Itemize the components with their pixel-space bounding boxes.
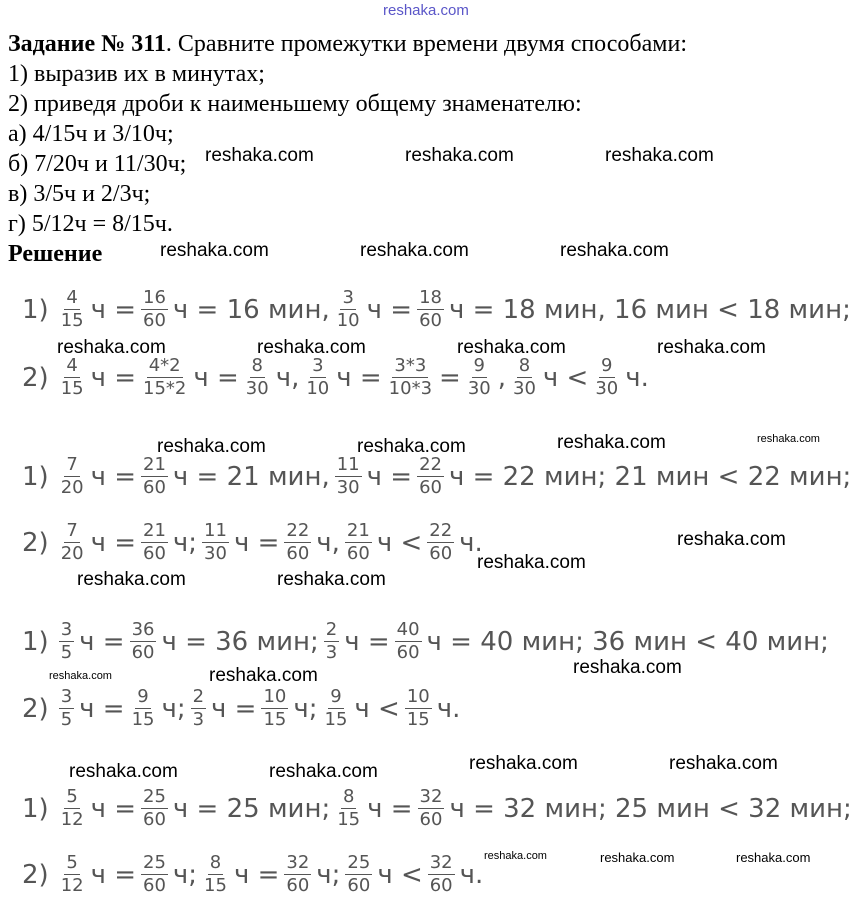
fraction (284, 521, 311, 564)
watermark: reshaka.com (357, 436, 466, 457)
fraction-numerator: 21 (143, 454, 166, 475)
fraction-denominator: 60 (131, 642, 155, 663)
fraction-numerator: 3 (342, 287, 354, 308)
fraction-numerator: 25 (143, 786, 166, 807)
equation-text: ч = (90, 859, 137, 890)
fraction-numerator: 5 (66, 852, 78, 873)
watermark: reshaka.com (657, 337, 766, 358)
equation-text: , (497, 362, 506, 393)
equation-text: ч = (233, 859, 280, 890)
equation-number: 1) (22, 626, 49, 657)
fraction-denominator: 15 (60, 378, 84, 399)
fraction-numerator: 8 (342, 786, 355, 807)
watermark: reshaka.com (360, 240, 469, 261)
fraction (417, 455, 444, 498)
fraction (387, 356, 434, 399)
fraction-denominator: 3 (192, 709, 205, 730)
equation-text: ч = 21 мин, (172, 461, 330, 492)
fraction-denominator: 60 (396, 642, 420, 663)
equation-text: ч. (436, 693, 461, 724)
equation-text: ч = 22 мин; 21 мин < 22 мин; (448, 461, 852, 492)
fraction (417, 288, 444, 331)
fraction (323, 687, 350, 730)
task-number: Задание № 311 (8, 31, 166, 57)
fraction-numerator: 2 (325, 619, 338, 640)
fraction (59, 687, 74, 730)
watermark: reshaka.com (269, 761, 378, 782)
equation-text: ч < (377, 859, 423, 890)
task-line: 1) выразив их в минутах; (8, 61, 265, 87)
fraction (59, 853, 86, 896)
fraction-numerator: 8 (251, 355, 263, 376)
fraction (335, 787, 362, 830)
fraction-denominator: 30 (336, 477, 360, 498)
equation-text: ч; (172, 859, 198, 890)
equation-text: ч < (376, 527, 423, 558)
fraction-denominator: 60 (419, 809, 443, 830)
fraction (59, 455, 86, 498)
fraction-denominator: 60 (143, 809, 166, 830)
equation-a-1 (22, 288, 854, 331)
equation-text: ч = (90, 461, 137, 492)
fraction-denominator: 30 (204, 543, 227, 564)
task-line: 2) приведя дроби к наименьшему общему знаменателю: (8, 91, 582, 117)
fraction-denominator: 15 (204, 875, 227, 896)
equation-text: ч = (366, 294, 413, 325)
fraction (466, 356, 493, 399)
fraction (59, 288, 86, 331)
fraction-numerator: 32 (286, 852, 310, 873)
watermark: reshaka.com (757, 433, 820, 445)
fraction (59, 356, 86, 399)
fraction-denominator: 60 (419, 310, 442, 331)
watermark: reshaka.com (49, 670, 112, 682)
equation-c-2 (22, 687, 463, 730)
equation-b-2 (22, 521, 486, 564)
equation-text: ч = (211, 693, 257, 724)
equation-text: ч; (161, 693, 186, 724)
fraction-denominator: 60 (143, 875, 166, 896)
fraction-denominator: 60 (143, 477, 166, 498)
equation-text: ч = (336, 362, 382, 393)
fraction-denominator: 5 (60, 642, 73, 663)
equation-text: ч < (354, 693, 400, 724)
equation-text: ч = (90, 793, 137, 824)
fraction-denominator: 15 (406, 709, 430, 730)
fraction-numerator: 9 (137, 686, 149, 707)
fraction (395, 620, 422, 663)
equation-text: ч. (459, 859, 484, 890)
equation-number: 1) (22, 793, 49, 824)
solution-label: Решение (8, 241, 103, 267)
fraction (418, 787, 445, 830)
fraction-denominator: 15 (263, 709, 287, 730)
fraction (130, 687, 157, 730)
fraction (130, 620, 157, 663)
equation-text: ч = (90, 527, 137, 558)
fraction (324, 620, 339, 663)
fraction-denominator: 10 (336, 310, 360, 331)
watermark: reshaka.com (469, 753, 578, 774)
watermark: reshaka.com (77, 569, 186, 590)
fraction (427, 521, 454, 564)
equation-number: 2) (22, 527, 49, 558)
fraction (284, 853, 311, 896)
watermark: reshaka.com (277, 569, 386, 590)
fraction-numerator: 32 (429, 852, 453, 873)
fraction-denominator: 3 (325, 642, 338, 663)
fraction-denominator: 15 (324, 709, 348, 730)
watermark: reshaka.com (600, 850, 675, 865)
equation-text: ч = (193, 362, 239, 393)
equation-text: ч = 32 мин; 25 мин < 32 мин; (449, 793, 852, 824)
fraction-numerator: 10 (406, 686, 430, 707)
fraction-numerator: 4 (66, 355, 78, 376)
fraction-numerator: 22 (419, 454, 442, 475)
fraction (59, 787, 86, 830)
watermark: reshaka.com (157, 436, 266, 457)
equation-number: 2) (22, 859, 49, 890)
watermark: reshaka.com (557, 432, 666, 453)
fraction-denominator: 60 (429, 543, 453, 564)
fraction-numerator: 3*3 (394, 355, 427, 376)
fraction-denominator: 30 (245, 378, 269, 399)
fraction-numerator: 9 (473, 355, 485, 376)
equation-text: ч = 18 мин, 16 мин < 18 мин; (448, 294, 851, 325)
fraction-numerator: 8 (518, 355, 531, 376)
watermark: reshaka.com (160, 240, 269, 261)
fraction-numerator: 40 (396, 619, 420, 640)
fraction (141, 521, 168, 564)
equation-c-1 (22, 620, 832, 663)
equation-text: ч, (275, 362, 300, 393)
fraction-denominator: 60 (347, 875, 371, 896)
equation-text: ч. (625, 362, 649, 393)
fraction-numerator: 16 (143, 287, 166, 308)
equation-text: ч = 16 мин, (172, 294, 330, 325)
equation-number: 2) (22, 362, 49, 393)
fraction-denominator: 5 (60, 709, 73, 730)
equation-d-2 (22, 853, 486, 896)
fraction-denominator: 60 (429, 875, 453, 896)
watermark: reshaka.com (405, 145, 514, 166)
watermark: reshaka.com (477, 552, 586, 573)
equation-text: ч = 36 мин; (161, 626, 319, 657)
equation-a-2 (22, 356, 652, 399)
fraction (593, 356, 620, 399)
equation-text: ч = (79, 693, 125, 724)
fraction-denominator: 60 (419, 477, 442, 498)
fraction-numerator: 3 (60, 686, 73, 707)
watermark: reshaka.com (573, 657, 682, 678)
equation-text: ч = (79, 626, 125, 657)
equation-text: ч = 25 мин; (172, 793, 331, 824)
fraction (304, 356, 331, 399)
fraction (141, 853, 168, 896)
fraction (244, 356, 271, 399)
fraction-denominator: 15 (131, 709, 155, 730)
fraction (405, 687, 432, 730)
fraction (59, 521, 86, 564)
fraction-numerator: 11 (204, 520, 227, 541)
fraction (202, 521, 229, 564)
watermark: reshaka.com (209, 665, 318, 686)
fraction-numerator: 11 (336, 454, 360, 475)
watermark: reshaka.com (257, 337, 366, 358)
task-title (8, 30, 687, 58)
fraction (59, 620, 74, 663)
watermark: reshaka.com (484, 850, 547, 862)
fraction-denominator: 60 (143, 310, 166, 331)
task-statement: . Сравните промежутки времени двумя способами: (165, 31, 687, 57)
equation-number: 1) (22, 294, 49, 325)
fraction (202, 853, 229, 896)
fraction-numerator: 10 (263, 686, 287, 707)
fraction-numerator: 25 (143, 852, 166, 873)
fraction-denominator: 60 (286, 543, 310, 564)
fraction-numerator: 9 (601, 355, 613, 376)
equation-number: 1) (22, 461, 49, 492)
equation-number: 2) (22, 693, 49, 724)
watermark: reshaka.com (560, 240, 669, 261)
fraction-numerator: 8 (209, 852, 222, 873)
task-line: б) 7/20ч и 11/30ч; (8, 151, 187, 177)
fraction (141, 787, 168, 830)
equation-text: ч = (90, 294, 137, 325)
fraction-numerator: 32 (419, 786, 443, 807)
equation-text: ч. (459, 527, 483, 558)
fraction (191, 687, 206, 730)
equation-text: ч = (344, 626, 390, 657)
task-line: г) 5/12ч = 8/15ч. (8, 211, 173, 237)
fraction-numerator: 5 (66, 786, 78, 807)
watermark: reshaka.com (669, 753, 778, 774)
fraction-numerator: 22 (286, 520, 310, 541)
watermark-top: reshaka.com (383, 2, 469, 19)
fraction (261, 687, 288, 730)
fraction (141, 455, 168, 498)
equation-text: ч; (293, 693, 318, 724)
fraction (141, 356, 188, 399)
equation-text: ч = (90, 362, 137, 393)
fraction-denominator: 10*3 (388, 378, 433, 399)
fraction-numerator: 4*2 (148, 355, 181, 376)
fraction-numerator: 2 (192, 686, 205, 707)
equation-text: ч = (233, 527, 280, 558)
fraction (335, 288, 362, 331)
fraction-denominator: 15*2 (143, 378, 187, 399)
equation-d-1 (22, 787, 855, 830)
equation-text: ч = 40 мин; 36 мин < 40 мин; (426, 626, 829, 657)
watermark: reshaka.com (69, 761, 178, 782)
equation-text: = (439, 362, 461, 393)
fraction-numerator: 3 (312, 355, 324, 376)
fraction-denominator: 12 (60, 875, 84, 896)
fraction (141, 288, 168, 331)
fraction (345, 853, 372, 896)
watermark: reshaka.com (605, 145, 714, 166)
fraction-numerator: 25 (347, 852, 371, 873)
equation-b-1 (22, 455, 854, 498)
fraction (428, 853, 455, 896)
task-line: а) 4/15ч и 3/10ч; (8, 121, 174, 147)
watermark: reshaka.com (736, 850, 811, 865)
fraction-numerator: 36 (131, 619, 155, 640)
fraction-denominator: 60 (143, 543, 166, 564)
fraction-numerator: 18 (419, 287, 442, 308)
fraction-numerator: 9 (330, 686, 342, 707)
fraction-numerator: 21 (346, 520, 370, 541)
fraction-numerator: 22 (429, 520, 453, 541)
fraction-denominator: 15 (60, 310, 84, 331)
fraction-numerator: 7 (66, 454, 78, 475)
fraction-denominator: 10 (306, 378, 330, 399)
fraction (511, 356, 538, 399)
fraction-denominator: 30 (513, 378, 536, 399)
equation-text: ч = (366, 461, 413, 492)
fraction-denominator: 30 (595, 378, 619, 399)
fraction-denominator: 12 (60, 809, 84, 830)
fraction-numerator: 3 (60, 619, 73, 640)
fraction-denominator: 60 (346, 543, 370, 564)
fraction-denominator: 20 (60, 543, 84, 564)
fraction-numerator: 21 (143, 520, 166, 541)
equation-text: ч = (367, 793, 413, 824)
fraction-numerator: 4 (66, 287, 78, 308)
equation-text: ч; (172, 527, 198, 558)
equation-text: ч, (316, 527, 340, 558)
fraction-numerator: 7 (66, 520, 78, 541)
equation-text: ч; (316, 859, 341, 890)
task-line: в) 3/5ч и 2/3ч; (8, 181, 151, 207)
fraction-denominator: 60 (286, 875, 310, 896)
watermark: reshaka.com (677, 529, 786, 550)
fraction (335, 455, 362, 498)
equation-text: ч < (542, 362, 589, 393)
watermark: reshaka.com (457, 337, 566, 358)
fraction (345, 521, 372, 564)
fraction-denominator: 15 (337, 809, 361, 830)
fraction-denominator: 30 (467, 378, 491, 399)
watermark: reshaka.com (57, 337, 166, 358)
fraction-denominator: 20 (60, 477, 84, 498)
watermark: reshaka.com (205, 145, 314, 166)
